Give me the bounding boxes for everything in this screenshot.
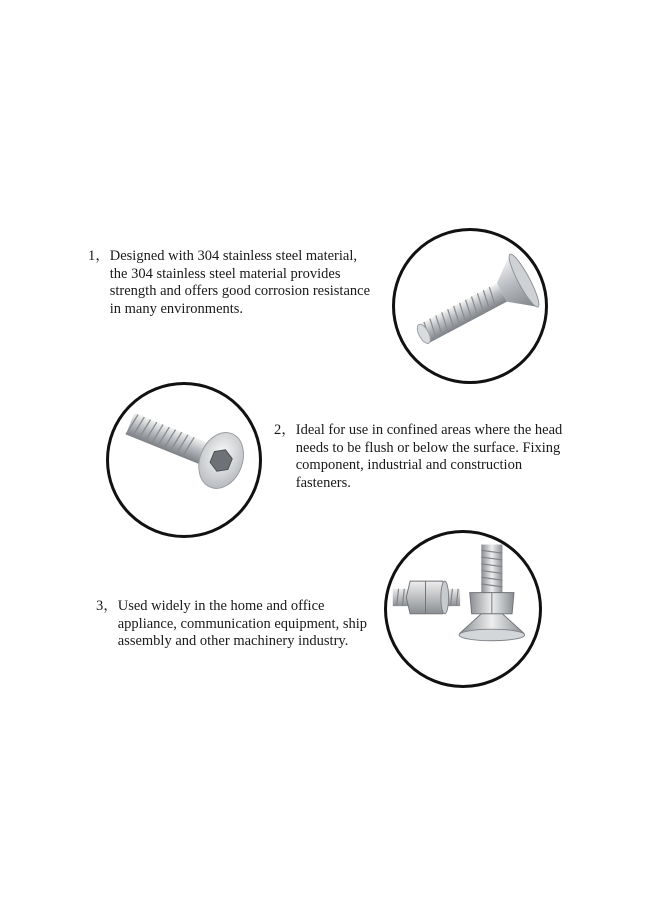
feature-2-number: 2，: [274, 422, 296, 438]
hex-socket-screw-image: [106, 382, 262, 538]
screws-with-nuts-image: [384, 530, 542, 688]
feature-3-description: Used widely in the home and office appliance, communication equipment, ship assembly and other machinery industry.: [117, 598, 368, 649]
feature-3-number: 3，: [96, 598, 118, 614]
feature-3-text-block: [96, 598, 386, 651]
countersunk-screw-image: [392, 228, 548, 384]
feature-2-text-block: [274, 422, 574, 492]
hex-socket-screw-icon: [109, 385, 259, 535]
feature-1-description: Designed with 304 stainless steel material, the 304 stainless steel material provides strength and offers good corrosion resistance in many environments.: [109, 248, 371, 317]
feature-1-number: 1，: [88, 248, 110, 264]
countersunk-screw-icon: [395, 231, 545, 381]
feature-2-description: Ideal for use in confined areas where the head needs to be flush or below the surface. Fixing component, industrial and construction fasteners.: [295, 422, 563, 491]
feature-1-text-block: [88, 248, 388, 318]
screws-with-nuts-icon: [387, 533, 539, 685]
